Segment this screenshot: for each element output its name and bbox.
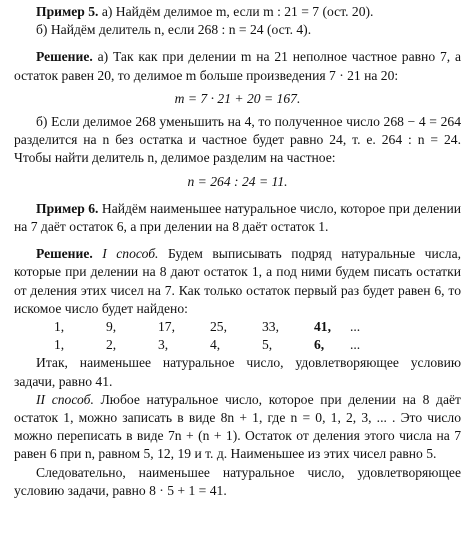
solution-5-part-a-text: а) Так как при делении m на 21 неполное частное равно 7, а остаток равен 20, то делимое m больше произведения 7 · 21 на 20: bbox=[14, 49, 461, 83]
number-cell: 25, bbox=[210, 319, 227, 335]
conclusion-2: Следовательно, наименьшее натуральное число, удовлетворяющее условию задачи, равно 8 · 5 + 1 = 41. bbox=[14, 464, 461, 498]
solution-5-formula-a: m = 7 · 21 + 20 = 167. bbox=[174, 90, 301, 106]
example-6-text: Найдём наименьшее натуральное число, которое при делении на 7 даёт остаток 6, а при делении на 8 даёт остаток 1. bbox=[14, 200, 462, 235]
number-cell: 9, bbox=[106, 319, 117, 335]
remainder-cell: 1, bbox=[54, 337, 65, 353]
remainder-cell-highlight: 6, bbox=[314, 337, 325, 353]
example-5-statement bbox=[14, 3, 461, 21]
example-5-part-b: б) Найдём делитель n, если 268 : n = 24 (ост. 4). bbox=[36, 22, 312, 38]
numbers-row bbox=[14, 318, 461, 336]
method-2-text: Любое натуральное число, которое при делении на 8 даёт остаток 1, можно записать в виде 8n + 1, где n = 0, 1, 2, 3, ... . Это число можно переписать в виде 7n + (n + 1). Остаток от деления этого числа на 7 равен 6 при n, равном 5, 12, 19 и т. д. Наименьшее из этих чисел равно 5. bbox=[14, 391, 461, 462]
number-cell: 17, bbox=[158, 319, 175, 335]
number-cell-highlight: 41, bbox=[314, 319, 331, 335]
conclusion-1: Итак, наименьшее натуральное число, удовлетворяющее условию задачи, равно 41. bbox=[14, 355, 461, 389]
solution-5-formula-b: n = 264 : 24 = 11. bbox=[187, 173, 288, 189]
method-1-label: I способ. bbox=[92, 246, 159, 262]
remainder-cell: 5, bbox=[262, 337, 273, 353]
number-cell: 1, bbox=[54, 319, 65, 335]
method-2-label: II способ. bbox=[36, 391, 94, 407]
method-1-text: Будем выписывать подряд натуральные числа, которые при делении на 8 дают остаток 1, а под ними будем писать остатки от деления этих чисел на 7. Как только остаток первый раз будет равен 6, то искомое число будет найдено: bbox=[14, 246, 462, 316]
example-5-part-a: а) Найдём делимое m, если m : 21 = 7 (ост. 20). bbox=[98, 4, 374, 19]
remainder-cell: 2, bbox=[106, 337, 117, 353]
number-cell: 33, bbox=[262, 319, 279, 335]
solution-5-part-a bbox=[14, 48, 461, 84]
solution-5-label: Решение. bbox=[36, 49, 93, 65]
example-6-label: Пример 6. bbox=[36, 200, 99, 216]
solution-5-part-b-text: б) Если делимое 268 уменьшить на 4, то полученное число 268 − 4 = 264 разделится на n без остатка и частное будет равно 24, т. е. 264 : n = 24. Чтобы найти делитель n, делимое разделим на частное: bbox=[14, 114, 461, 166]
solution-6-method-1 bbox=[14, 245, 461, 318]
example-5-label: Пример 5. bbox=[36, 4, 99, 19]
remainders-row bbox=[14, 336, 461, 354]
solution-6-method-2 bbox=[14, 391, 461, 464]
remainder-cell: ... bbox=[350, 337, 361, 353]
example-6-statement bbox=[14, 200, 461, 236]
remainder-cell: 4, bbox=[210, 337, 221, 353]
solution-6-label: Решение. bbox=[36, 246, 93, 262]
number-cell: ... bbox=[350, 319, 361, 335]
remainder-cell: 3, bbox=[158, 337, 169, 353]
